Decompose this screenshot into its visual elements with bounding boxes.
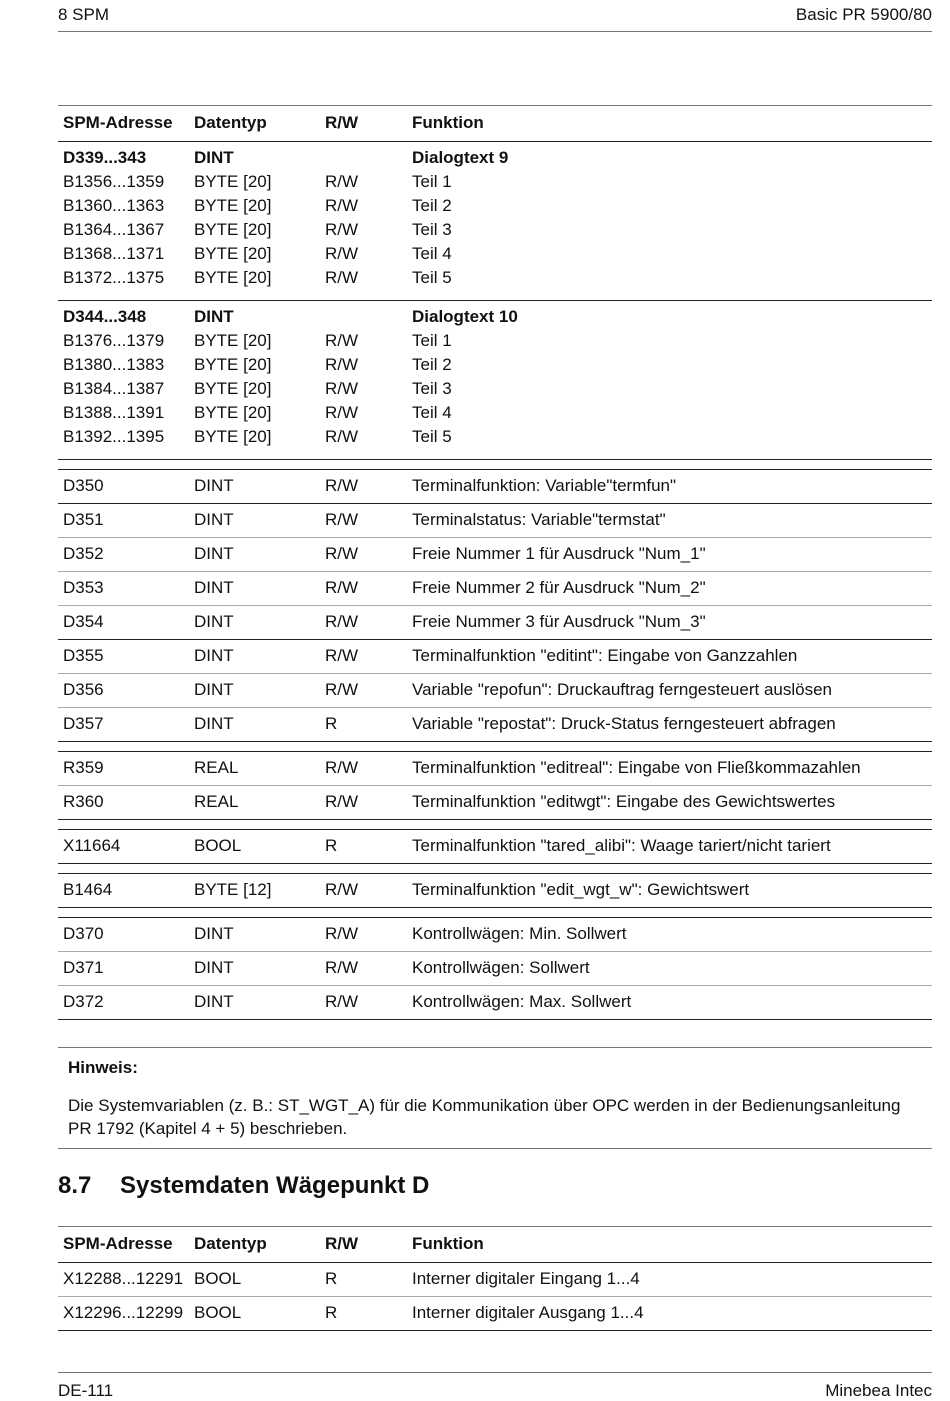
cell-rw: R/W	[325, 924, 359, 943]
table-row	[58, 329, 932, 353]
cell-function: Terminalfunktion "editwgt": Eingabe des Gewichtswertes	[412, 792, 836, 811]
cell-datatype: DINT	[194, 680, 234, 699]
cell-function: Teil 4	[412, 403, 452, 422]
table-row	[58, 606, 932, 640]
note-body: Die Systemvariablen (z. B.: ST_WGT_A) für die Kommunikation über OPC werden in der Bedienungsanleitung PR 1792 (Kapitel 4 + 5) beschrieben.	[68, 1096, 901, 1138]
table-divider	[58, 864, 932, 874]
cell-address: B1380...1383	[63, 355, 165, 374]
cell-rw: R/W	[325, 880, 359, 899]
cell-function: Terminalfunktion "tared_alibi": Waage tariert/nicht tariert	[412, 836, 831, 855]
cell-rw: R/W	[325, 427, 359, 446]
cell-function: Dialogtext 10	[412, 307, 518, 326]
cell-datatype: DINT	[194, 148, 234, 167]
cell-rw: R/W	[325, 268, 359, 287]
cell-datatype: REAL	[194, 792, 239, 811]
section-number: 8.7	[58, 1172, 92, 1199]
cell-datatype: DINT	[194, 646, 234, 665]
header-chapter: 8 SPM	[58, 5, 110, 24]
cell-address: D352	[63, 544, 104, 563]
dialogtext-10-group	[58, 301, 932, 460]
cell-datatype: BOOL	[194, 1269, 242, 1288]
cell-address: D350	[63, 476, 104, 495]
cell-datatype: BYTE [20]	[194, 196, 272, 215]
table-row	[58, 504, 932, 538]
cell-address: B1368...1371	[63, 244, 165, 263]
table-row	[58, 146, 932, 170]
table-row	[58, 266, 932, 290]
cell-function: Terminalfunktion "editreal": Eingabe von Fließkommazahlen	[412, 758, 861, 777]
cell-rw: R/W	[325, 220, 359, 239]
cell-function: Freie Nummer 3 für Ausdruck "Num_3"	[412, 612, 706, 631]
cell-datatype: BOOL	[194, 836, 242, 855]
table-row	[58, 830, 932, 864]
cell-function: Interner digitaler Eingang 1...4	[412, 1269, 640, 1288]
cell-address: X12296...12299	[63, 1303, 184, 1322]
column-header-address: SPM-Adresse	[63, 113, 173, 132]
table-row	[58, 377, 932, 401]
cell-rw: R/W	[325, 758, 359, 777]
cell-datatype: BYTE [20]	[194, 427, 272, 446]
cell-function: Teil 2	[412, 355, 452, 374]
cell-rw: R/W	[325, 196, 359, 215]
cell-function: Freie Nummer 2 für Ausdruck "Num_2"	[412, 578, 706, 597]
table-row	[58, 1263, 932, 1297]
cell-datatype: DINT	[194, 992, 234, 1011]
cell-function: Teil 3	[412, 379, 452, 398]
cell-function: Terminalstatus: Variable"termstat"	[412, 510, 666, 529]
cell-rw: R/W	[325, 578, 359, 597]
cell-rw: R/W	[325, 510, 359, 529]
spm-table-weighing-point-d	[58, 1226, 932, 1331]
cell-function: Terminalfunktion: Variable"termfun"	[412, 476, 677, 495]
table-row	[58, 538, 932, 572]
table-row	[58, 305, 932, 329]
cell-rw: R/W	[325, 244, 359, 263]
cell-address: D356	[63, 680, 104, 699]
footer-company: Minebea Intec	[825, 1381, 932, 1400]
cell-address: D372	[63, 992, 104, 1011]
cell-address: X11664	[63, 836, 121, 855]
table-row	[58, 401, 932, 425]
cell-function: Kontrollwägen: Sollwert	[412, 958, 590, 977]
cell-datatype: BYTE [20]	[194, 220, 272, 239]
table-row	[58, 1297, 932, 1331]
cell-rw: R/W	[325, 403, 359, 422]
cell-datatype: BYTE [20]	[194, 403, 272, 422]
cell-address: D355	[63, 646, 104, 665]
cell-function: Variable "repostat": Druck-Status ferngesteuert abfragen	[412, 714, 836, 733]
cell-address: D357	[63, 714, 104, 733]
section-heading	[58, 1172, 429, 1200]
cell-address: B1392...1395	[63, 427, 165, 446]
cell-rw: R/W	[325, 958, 359, 977]
section-title: Systemdaten Wägepunkt D	[120, 1172, 430, 1199]
cell-address: B1388...1391	[63, 403, 165, 422]
cell-address: B1360...1363	[63, 196, 165, 215]
header-product: Basic PR 5900/80	[795, 5, 932, 24]
cell-address: B1372...1375	[63, 268, 165, 287]
cell-datatype: DINT	[194, 544, 234, 563]
spm-table-main	[58, 105, 932, 1020]
table-divider	[58, 820, 932, 830]
cell-rw: R/W	[325, 379, 359, 398]
cell-address: B1384...1387	[63, 379, 165, 398]
cell-datatype: DINT	[194, 476, 234, 495]
table-row	[58, 874, 932, 908]
cell-datatype: DINT	[194, 714, 234, 733]
table-row	[58, 640, 932, 674]
cell-function: Freie Nummer 1 für Ausdruck "Num_1"	[412, 544, 706, 563]
column-header-datatype: Datentyp	[194, 113, 267, 132]
cell-datatype: DINT	[194, 958, 234, 977]
cell-address: R359	[63, 758, 104, 777]
cell-datatype: BYTE [20]	[194, 244, 272, 263]
cell-address: D371	[63, 958, 104, 977]
footer-page-number: DE-111	[58, 1381, 114, 1400]
cell-function: Teil 5	[412, 427, 452, 446]
cell-function: Terminalfunktion "editint": Eingabe von Ganzzahlen	[412, 646, 798, 665]
cell-function: Teil 1	[412, 331, 452, 350]
cell-datatype: BYTE [20]	[194, 379, 272, 398]
cell-address: D354	[63, 612, 104, 631]
cell-address: D370	[63, 924, 104, 943]
table-row	[58, 218, 932, 242]
cell-function: Kontrollwägen: Min. Sollwert	[412, 924, 627, 943]
cell-datatype: DINT	[194, 578, 234, 597]
cell-function: Dialogtext 9	[412, 148, 509, 167]
column-header-function: Funktion	[412, 113, 484, 132]
column-header-rw: R/W	[325, 1234, 359, 1253]
table-row	[58, 986, 932, 1020]
cell-datatype: REAL	[194, 758, 239, 777]
table-row	[58, 708, 932, 742]
table-header-row	[58, 105, 932, 142]
note-title: Hinweis:	[68, 1058, 138, 1077]
page-header	[58, 5, 932, 32]
cell-address: B1376...1379	[63, 331, 165, 350]
note-box	[58, 1047, 932, 1149]
dialogtext-9-group	[58, 142, 932, 301]
cell-function: Teil 1	[412, 172, 452, 191]
cell-datatype: BOOL	[194, 1303, 242, 1322]
cell-datatype: BYTE [20]	[194, 331, 272, 350]
cell-datatype: DINT	[194, 924, 234, 943]
table-row	[58, 786, 932, 820]
cell-datatype: BYTE [20]	[194, 268, 272, 287]
cell-rw: R	[325, 714, 338, 733]
table-row	[58, 572, 932, 606]
table-header-row	[58, 1226, 932, 1263]
column-header-datatype: Datentyp	[194, 1234, 267, 1253]
cell-rw: R/W	[325, 680, 359, 699]
cell-function: Terminalfunktion "edit_wgt_w": Gewichtswert	[412, 880, 750, 899]
cell-address: D339...343	[63, 148, 147, 167]
cell-datatype: BYTE [20]	[194, 355, 272, 374]
table-row	[58, 242, 932, 266]
cell-rw: R/W	[325, 331, 359, 350]
cell-function: Kontrollwägen: Max. Sollwert	[412, 992, 632, 1011]
column-header-function: Funktion	[412, 1234, 484, 1253]
cell-function: Teil 3	[412, 220, 452, 239]
cell-function: Teil 5	[412, 268, 452, 287]
cell-address: D351	[63, 510, 104, 529]
cell-address: R360	[63, 792, 104, 811]
table-row	[58, 353, 932, 377]
cell-rw: R/W	[325, 476, 359, 495]
table-divider	[58, 460, 932, 470]
cell-function: Interner digitaler Ausgang 1...4	[412, 1303, 644, 1322]
cell-rw: R	[325, 1269, 338, 1288]
cell-address: B1356...1359	[63, 172, 165, 191]
page-footer	[58, 1372, 932, 1400]
cell-function: Variable "repofun": Druckauftrag ferngesteuert auslösen	[412, 680, 832, 699]
cell-rw: R	[325, 836, 338, 855]
table-row	[58, 918, 932, 952]
table-row	[58, 952, 932, 986]
cell-datatype: DINT	[194, 510, 234, 529]
table-row	[58, 470, 932, 504]
cell-datatype: DINT	[194, 612, 234, 631]
cell-rw: R/W	[325, 172, 359, 191]
cell-datatype: DINT	[194, 307, 234, 326]
cell-address: X12288...12291	[63, 1269, 184, 1288]
table-row	[58, 425, 932, 449]
cell-datatype: BYTE [20]	[194, 172, 272, 191]
cell-function: Teil 4	[412, 244, 452, 263]
table-row	[58, 674, 932, 708]
table-row	[58, 170, 932, 194]
table-row	[58, 752, 932, 786]
cell-rw: R/W	[325, 992, 359, 1011]
cell-address: B1464	[63, 880, 113, 899]
cell-rw: R/W	[325, 544, 359, 563]
cell-function: Teil 2	[412, 196, 452, 215]
cell-rw: R/W	[325, 792, 359, 811]
cell-address: B1364...1367	[63, 220, 165, 239]
cell-rw: R/W	[325, 646, 359, 665]
cell-address: D344...348	[63, 307, 147, 326]
cell-address: D353	[63, 578, 104, 597]
table-divider	[58, 908, 932, 918]
column-header-rw: R/W	[325, 113, 359, 132]
table-row	[58, 194, 932, 218]
cell-datatype: BYTE [12]	[194, 880, 272, 899]
cell-rw: R	[325, 1303, 338, 1322]
cell-rw: R/W	[325, 612, 359, 631]
cell-rw: R/W	[325, 355, 359, 374]
column-header-address: SPM-Adresse	[63, 1234, 173, 1253]
table-divider	[58, 742, 932, 752]
